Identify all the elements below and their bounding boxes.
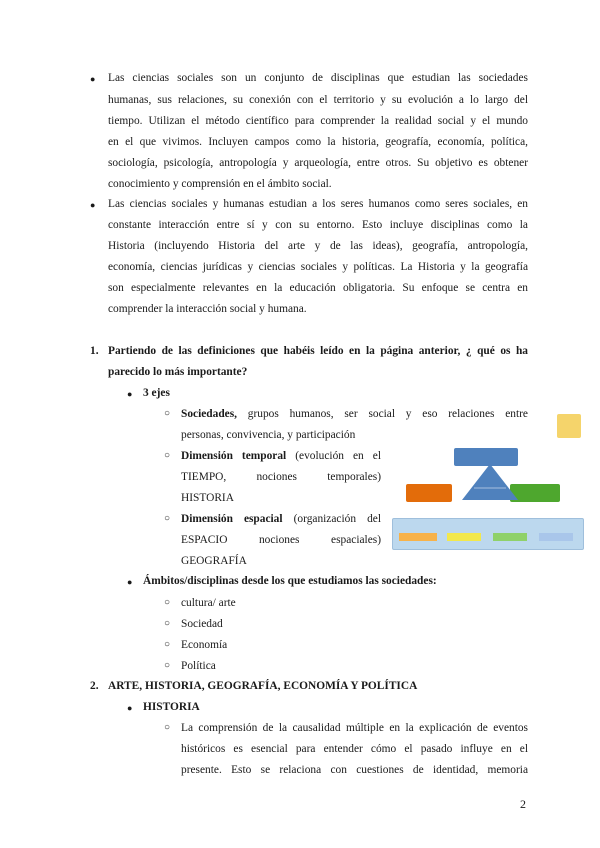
paragraph-line: comprender la interacción social y humana. bbox=[108, 303, 307, 315]
circle-bullet: ○ bbox=[164, 618, 171, 629]
paragraph-line: Historia (incluyendo Historia del arte y de las ideas), geografía, antropología, bbox=[108, 240, 528, 252]
espacial-word: nociones bbox=[258, 534, 300, 546]
circle-bullet: ○ bbox=[164, 597, 171, 608]
diagram-box-orange bbox=[406, 484, 452, 502]
sociedades-line-2: personas, convivencia, y participación bbox=[181, 429, 356, 441]
ambito-item: Economía bbox=[181, 639, 228, 651]
ambitos-title: Ámbitos/disciplinas desde los que estudiamos las sociedades: bbox=[143, 575, 437, 587]
circle-bullet: ○ bbox=[164, 722, 171, 733]
diagram-triangle bbox=[460, 462, 520, 502]
page-number: 2 bbox=[520, 797, 526, 811]
temporal-word: nociones bbox=[256, 471, 297, 483]
espacial-word: ESPACIO bbox=[181, 534, 228, 546]
temporal-word: temporales) bbox=[327, 471, 381, 483]
diagram-tag-blue bbox=[539, 533, 573, 541]
espacial-line-3: GEOGRAFÍA bbox=[181, 555, 247, 567]
espacial-line bbox=[181, 509, 381, 530]
diagram-band bbox=[392, 518, 584, 550]
diagram-tag-yellow bbox=[447, 533, 481, 541]
espacial-text: (organización del bbox=[282, 513, 381, 525]
question-text: Partiendo de las definiciones que habéis leído en la página anterior, ¿ qué os ha bbox=[108, 345, 528, 357]
temporal-text: (evolución en el bbox=[286, 450, 381, 462]
bullet-dot: ● bbox=[90, 200, 96, 210]
temporal-word: TIEMPO, bbox=[181, 471, 227, 483]
temporal-line bbox=[181, 446, 381, 467]
section-title: ARTE, HISTORIA, GEOGRAFÍA, ECONOMÍA Y POLÍTICA bbox=[108, 680, 418, 692]
bullet-dot: ● bbox=[127, 703, 133, 713]
ejes-title: 3 ejes bbox=[143, 387, 170, 399]
bullet-dot: ● bbox=[127, 389, 133, 399]
paragraph-line: sociología, psicología, antropología y arqueología, entre otros. Su objetivo es obtener bbox=[108, 157, 528, 169]
ambito-item: cultura/ arte bbox=[181, 597, 236, 609]
sociedades-text: grupos humanos, ser social y eso relaciones entre bbox=[237, 408, 528, 420]
diagram-tag-orange bbox=[399, 533, 437, 541]
circle-bullet: ○ bbox=[164, 660, 171, 671]
question-number: 2. bbox=[90, 680, 99, 692]
ambito-item: Sociedad bbox=[181, 618, 223, 630]
subsection-title: HISTORIA bbox=[143, 701, 200, 713]
sociedades-label: Sociedades, bbox=[181, 408, 238, 420]
paragraph-line: economía, ciencias jurídicas y ciencias sociales y políticas. La Historia y la geografía bbox=[108, 261, 528, 273]
espacial-word: espaciales) bbox=[331, 534, 381, 546]
temporal-line-2 bbox=[181, 467, 381, 488]
circle-bullet: ○ bbox=[164, 408, 171, 419]
sociedades-line bbox=[181, 404, 528, 425]
paragraph-line: Las ciencias sociales son un conjunto de disciplinas que estudian las sociedades bbox=[108, 72, 528, 84]
bullet-dot: ● bbox=[127, 577, 133, 587]
paragraph-line: tiempo. Utilizan el método científico para comprender la realidad social y el mundo bbox=[108, 115, 528, 127]
espacial-line-2 bbox=[181, 530, 381, 551]
question-text: parecido lo más importante? bbox=[108, 366, 248, 378]
paragraph-line: conocimiento y comprensión en el ámbito social. bbox=[108, 178, 332, 190]
ambito-item: Política bbox=[181, 660, 216, 672]
bullet-dot: ● bbox=[90, 74, 96, 84]
paragraph-line: Las ciencias sociales y humanas estudian a los seres humanos como seres sociales, en bbox=[108, 198, 528, 210]
circle-bullet: ○ bbox=[164, 513, 171, 524]
diagram-image bbox=[392, 442, 592, 552]
espacial-label: Dimensión espacial bbox=[181, 513, 283, 525]
circle-bullet: ○ bbox=[164, 639, 171, 650]
paragraph-line: constante interacción entre sí y con su entorno. Esto incluye disciplinas como la bbox=[108, 219, 528, 231]
paragraph-line: La comprensión de la causalidad múltiple en la explicación de eventos bbox=[181, 722, 528, 734]
paragraph-line: humanas, sus relaciones, su conexión con el territorio y su evolución a lo largo del bbox=[108, 94, 528, 106]
question-number: 1. bbox=[90, 345, 99, 357]
paragraph-line: son especialmente relevantes en la educación obligatoria. Su enfoque se centra en bbox=[108, 282, 528, 294]
paragraph-line: en el que vivimos. Incluyen campos como la historia, geografía, economía, política, bbox=[108, 136, 528, 148]
paragraph-line: históricos es esencial para entender cómo el pasado influye en el bbox=[181, 743, 528, 755]
temporal-line-3: HISTORIA bbox=[181, 492, 234, 504]
circle-bullet: ○ bbox=[164, 450, 171, 461]
diagram-yellow-note bbox=[557, 414, 581, 438]
temporal-label: Dimensión temporal bbox=[181, 450, 287, 462]
diagram-tag-green bbox=[493, 533, 527, 541]
paragraph-line: presente. Esto se relaciona con cuestiones de identidad, memoria bbox=[181, 764, 528, 776]
